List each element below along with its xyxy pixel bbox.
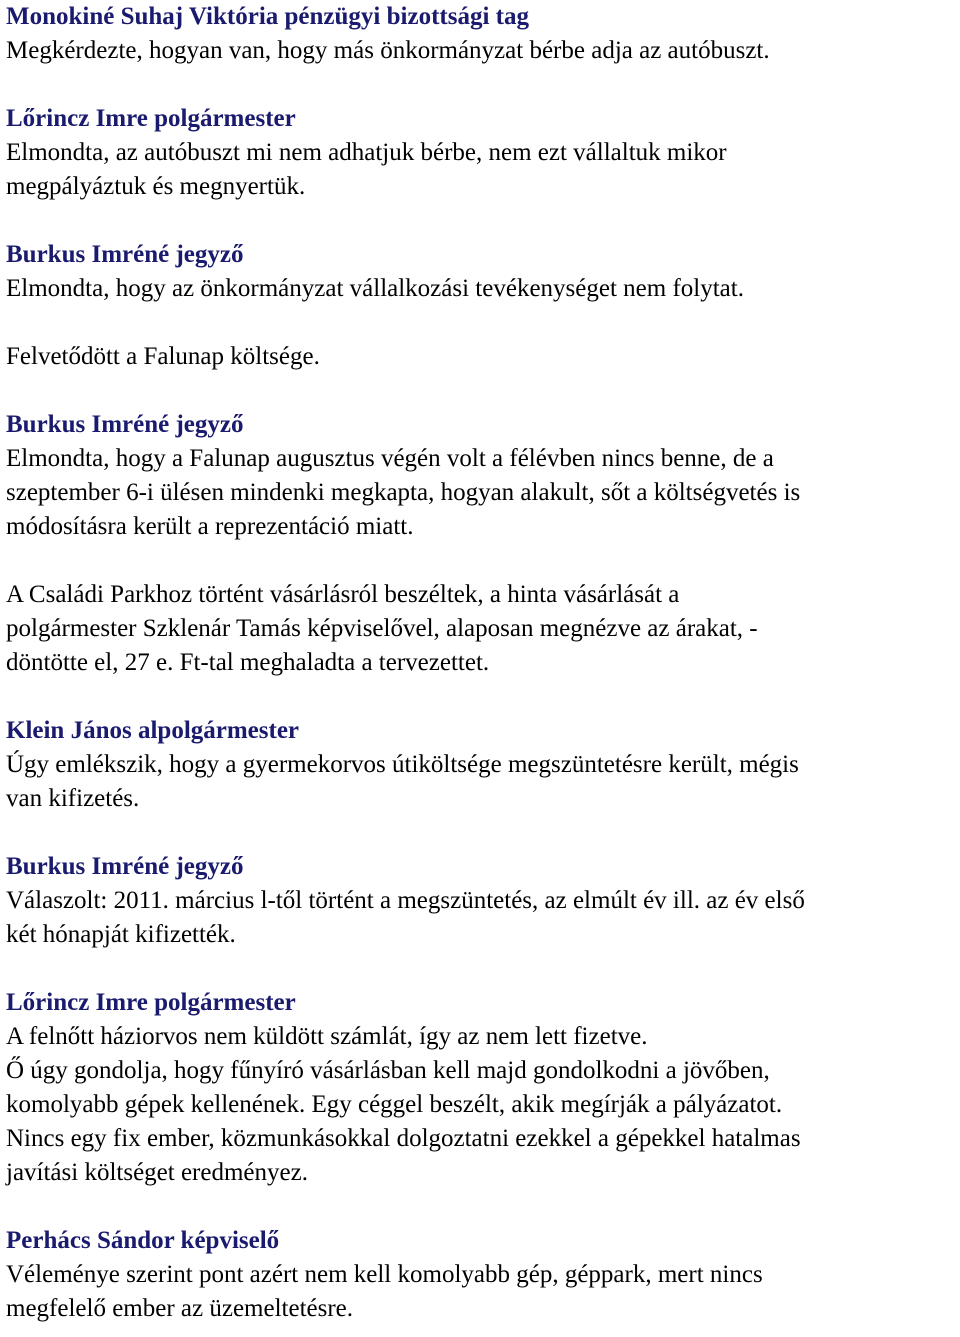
statement-line: szeptember 6-i ülésen mindenki megkapta, hogyan alakult, sőt a költségvetés is [6, 479, 801, 506]
paragraph-gap [6, 68, 954, 102]
statement-line: két hónapját kifizették. [6, 921, 236, 948]
narrative-line: A Családi Parkhoz történt vásárlásról beszéltek, a hinta vásárlását a [6, 581, 680, 608]
paragraph-gap [6, 680, 954, 714]
statement-line: javítási költséget eredményez. [6, 1159, 308, 1186]
statement-line: Elmondta, hogy az önkormányzat vállalkozási tevékenységet nem folytat. [6, 275, 744, 302]
speaker-name: Lőrincz Imre polgármester [6, 105, 296, 132]
paragraph-gap [6, 952, 954, 986]
paragraph-gap [6, 816, 954, 850]
statement-block [6, 850, 954, 952]
statement-block [6, 714, 954, 816]
statement-block [6, 238, 954, 306]
statement-line: módosításra került a reprezentáció miatt. [6, 513, 414, 540]
paragraph-gap [6, 374, 954, 408]
speaker-name: Lőrincz Imre polgármester [6, 989, 296, 1016]
speaker-name: Klein János alpolgármester [6, 717, 300, 744]
narrative-block [6, 578, 954, 680]
statement-block [6, 408, 954, 544]
speaker-name: Burkus Imréné jegyző [6, 411, 244, 438]
statement-line: megfelelő ember az üzemeltetésre. [6, 1295, 354, 1322]
narrative-line: polgármester Szklenár Tamás képviselővel, alaposan megnézve az árakat, - [6, 615, 758, 642]
statement-line: Megkérdezte, hogyan van, hogy más önkormányzat bérbe adja az autóbuszt. [6, 37, 770, 64]
statement-line: Úgy emlékszik, hogy a gyermekorvos útiköltsége megszüntetésre került, mégis [6, 751, 799, 778]
statement-block [6, 1224, 954, 1326]
statement-line: Ő úgy gondolja, hogy fűnyíró vásárlásban kell majd gondolkodni a jövőben, [6, 1057, 770, 1084]
statement-line: Véleménye szerint pont azért nem kell komolyabb gép, géppark, mert nincs [6, 1261, 763, 1288]
speaker-name: Perhács Sándor képviselő [6, 1227, 280, 1254]
narrative-line: Felvetődött a Falunap költsége. [6, 343, 320, 370]
document-page [6, 0, 954, 1326]
statement-line: Elmondta, az autóbuszt mi nem adhatjuk bérbe, nem ezt vállaltuk mikor [6, 139, 727, 166]
statement-line: van kifizetés. [6, 785, 140, 812]
statement-line: Elmondta, hogy a Falunap augusztus végén volt a félévben nincs benne, de a [6, 445, 774, 472]
narrative-line: döntötte el, 27 e. Ft-tal meghaladta a tervezettet. [6, 649, 490, 676]
paragraph-gap [6, 306, 954, 340]
speaker-name: Monokiné Suhaj Viktória pénzügyi bizottsági tag [6, 3, 529, 30]
statement-block [6, 986, 954, 1190]
paragraph-gap [6, 204, 954, 238]
statement-line: Válaszolt: 2011. március l-től történt a megszüntetés, az elmúlt év ill. az év első [6, 887, 805, 914]
statement-block [6, 102, 954, 204]
statement-line: komolyabb gépek kellenének. Egy céggel beszélt, akik megírják a pályázatot. [6, 1091, 783, 1118]
statement-line: megpályáztuk és megnyertük. [6, 173, 306, 200]
statement-line: A felnőtt háziorvos nem küldött számlát, így az nem lett fizetve. [6, 1023, 648, 1050]
statement-line: Nincs egy fix ember, közmunkásokkal dolgoztatni ezekkel a gépekkel hatalmas [6, 1125, 801, 1152]
paragraph-gap [6, 1190, 954, 1224]
speaker-name: Burkus Imréné jegyző [6, 241, 244, 268]
paragraph-gap [6, 544, 954, 578]
statement-block [6, 0, 954, 68]
speaker-name: Burkus Imréné jegyző [6, 853, 244, 880]
narrative-block [6, 340, 954, 374]
